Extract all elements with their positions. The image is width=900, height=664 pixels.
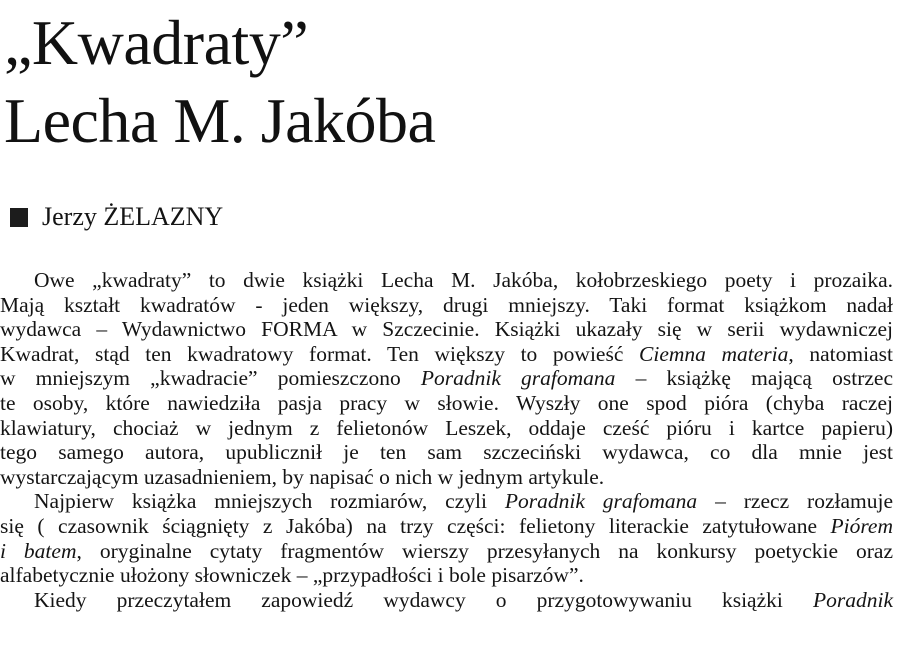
text-run: się ( czasownik ściągnięty z Jakóba) na trzy części: felietony literackie zatytułowane xyxy=(0,513,831,538)
author-name: Jerzy ŻELAZNY xyxy=(42,202,224,231)
text-run: wydawca – Wydawnictwo FORMA w Szczecinie. Książki ukazały się w serii wydawniczej xyxy=(0,317,893,342)
text-run: Owe „kwadraty” to dwie książki Lecha M. Jakóba, kołobrzeskiego poety i prozaika. xyxy=(34,268,893,292)
text-line xyxy=(0,465,893,490)
text-line xyxy=(0,588,893,613)
square-bullet-icon xyxy=(10,208,28,227)
title-line-2: Lecha M. Jakóba xyxy=(4,85,436,156)
text-run: , oryginalne cytaty fragmentów wierszy przesyłanych na konkursy poetyckie oraz xyxy=(76,538,893,563)
text-run: Mają kształt kwadratów - jeden większy, drugi mniejszy. Taki format książkom nadał xyxy=(0,292,893,317)
text-line xyxy=(0,440,893,465)
text-run: klawiatury, chociaż w jednym z felietonów Leszek, oddaje cześć pióru i kartce papieru) xyxy=(0,415,893,440)
text-line xyxy=(0,366,893,391)
paragraph xyxy=(0,588,893,613)
article-title xyxy=(4,4,435,160)
text-run: tego samego autora, upublicznił je ten sam szczeciński wydawca, co dla mnie jest xyxy=(0,440,893,465)
text-line xyxy=(0,391,893,416)
text-line xyxy=(0,268,893,293)
text-line xyxy=(0,514,893,539)
text-run: – książkę mającą ostrzec xyxy=(615,366,894,391)
text-line xyxy=(0,539,893,564)
paragraph xyxy=(0,489,893,587)
article-body xyxy=(0,268,893,612)
text-run: Kwadrat, stąd ten kwadratowy format. Ten większy to powieść xyxy=(0,341,639,366)
italic-title: Poradnik xyxy=(812,587,893,612)
text-run: alfabetycznie ułożony słowniczek – „przypadłości i bole pisarzów”. xyxy=(0,563,584,588)
text-run: w mniejszym „kwadracie” pomieszczono xyxy=(0,366,421,391)
text-run: – rzecz rozłamuje xyxy=(697,489,893,514)
text-line xyxy=(0,489,893,514)
text-run: , natomiast xyxy=(788,341,893,366)
text-run: wystarczającym uzasadnieniem, by napisać o nich w jednym artykule. xyxy=(0,464,605,489)
italic-title: Poradnik grafomana xyxy=(504,489,698,514)
title-line-1: „Kwadraty” xyxy=(4,7,309,78)
italic-title: Piórem xyxy=(830,513,893,538)
text-run: Najpierw książka mniejszych rozmiarów, czyli xyxy=(34,489,505,514)
text-line xyxy=(0,342,893,367)
italic-title: Ciemna materia xyxy=(639,341,789,366)
text-run: Kiedy przeczytałem zapowiedź wydawcy o przygotowywaniu książki xyxy=(34,587,813,612)
text-line xyxy=(0,293,893,318)
author-byline xyxy=(10,200,223,234)
text-line xyxy=(0,317,893,342)
italic-title: i batem xyxy=(0,538,77,563)
text-line xyxy=(0,563,893,588)
text-line xyxy=(0,416,893,441)
paragraph xyxy=(0,268,893,489)
text-run: te osoby, które nawiedziła pasja pracy w słowie. Wyszły one spod pióra (chyba raczej xyxy=(0,390,893,415)
italic-title: Poradnik grafomana xyxy=(420,366,616,391)
